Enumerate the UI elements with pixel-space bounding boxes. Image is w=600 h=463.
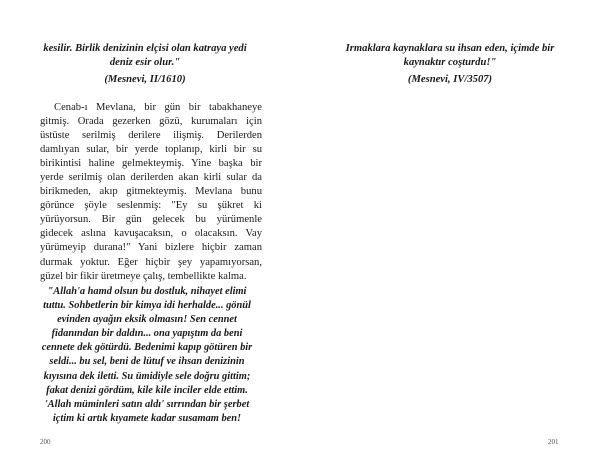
right-top-quote (332, 42, 568, 70)
closing-line: evinden ayağın eksik olmasın! Sen cennet (57, 314, 237, 326)
left-closing-quote (30, 285, 264, 426)
body-line: yerde serilmiş olan derilerden akan kirli sular da (40, 172, 262, 184)
body-line: Cenab-ı Mevlana, bir gün bir tabakhaneye (54, 102, 262, 113)
closing-line: "Allah'a hamd olsun bu dostluk, nihayet elimi (47, 286, 247, 297)
right-page (300, 0, 600, 463)
page-number: 201 (548, 438, 559, 446)
quote-line: kesilir. Birlik denizinin elçisi olan katraya yedi (43, 43, 247, 54)
body-line: görünce şöyle seslenmiş: "Ey su şükret ki (40, 200, 262, 212)
left-body-paragraph (40, 101, 262, 284)
body-line: birikmeden, akıp gitmekteymiş. Mevlana bunu (40, 186, 262, 198)
closing-line: fakat denizi gördüm, kile kile inciler elde ettim. (46, 384, 248, 396)
body-line: durmak yoktur. Eğer hiçbir şey yapamıyorsan, (40, 256, 262, 268)
closing-line: seldi... bu sel, beni de lütuf ve ihsan denizinin (49, 356, 245, 368)
body-line: birikintisi haline gelmekteymiş. Yine başka bir (40, 158, 262, 170)
closing-line: cennete dek götürdü. Bedenimi kapıp götüren bir (41, 342, 253, 354)
closing-line: kıyısına dek iletti. Su ümidiyle sele doğru gittim; (43, 370, 251, 382)
body-line: yürümeyip durana!" Yani bizlere hiçbir zaman (40, 242, 262, 254)
page-number: 200 (40, 438, 51, 446)
left-top-quote (32, 42, 258, 70)
quote-line: Irmaklara kaynaklara su ihsan eden, içimde bir (345, 43, 555, 54)
quote-line: kaynaktır coşturdu!" (403, 56, 497, 68)
right-top-reference: (Mesnevi, IV/3507) (407, 74, 493, 85)
body-line: gitmiş. Orada gezerken gözü, kurumaları için (40, 116, 262, 128)
body-line: gidecek aslına kavuşacaksın, o olacaksın. Vay (40, 228, 262, 240)
body-line: yürüyorsun. Bir gün gelecek bu yürümenle (40, 214, 262, 226)
quote-line: deniz esir olur." (109, 56, 181, 68)
body-line: damlıyan sular, bir yerde toplanıp, kirli bir su (40, 144, 262, 156)
closing-line: içtim ki artık kıyamete kadar susamam ben! (52, 412, 242, 424)
body-line: üstüste serilmiş derilere ilişmiş. Derilerden (40, 130, 262, 142)
closing-line: fidanından bir daldın... ona yapıştım da beni (51, 328, 243, 340)
body-line: güzel bir fikir üretmeye çalış, tembellikte kalma. (40, 270, 247, 282)
closing-line: tuttu. Sohbetlerin bir kimya idi herhalde... gönül (43, 300, 251, 312)
left-top-reference: (Mesnevi, II/1610) (104, 74, 186, 85)
closing-line: 'Allah müminleri satın aldı' sırrından bir şerbet (44, 398, 250, 410)
